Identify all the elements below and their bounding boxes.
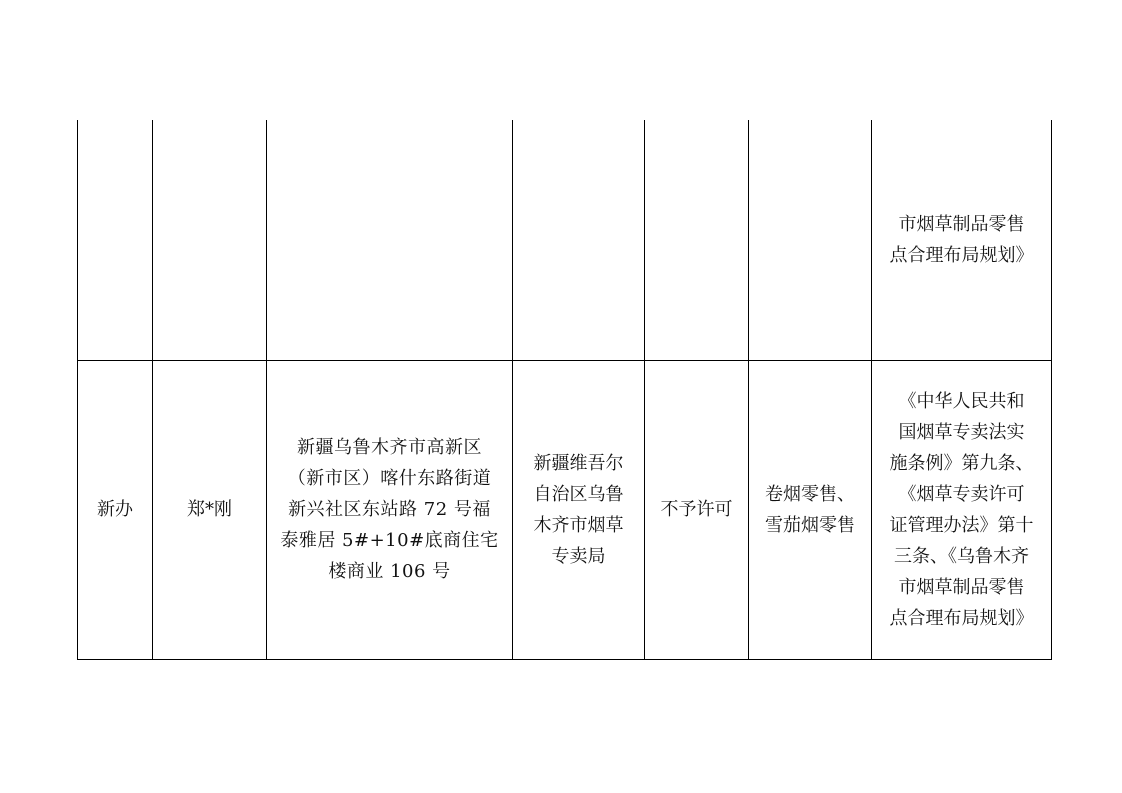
cell-decision: 不予许可 xyxy=(645,360,749,659)
basis-line: 施条例》第九条、 xyxy=(889,452,1034,474)
cell-address-continued xyxy=(267,120,513,360)
address-line: （新市区）喀什东路街道 xyxy=(287,468,492,489)
cell-address xyxy=(267,360,513,659)
basis-line: 《中华人民共和 xyxy=(898,390,1025,412)
scope-line: 卷烟零售、 xyxy=(765,483,855,505)
address-line: 泰雅居 5#+10#底商住宅 xyxy=(280,530,499,551)
cell-authority-continued xyxy=(513,120,645,360)
table-row xyxy=(78,360,1052,659)
basis-line: 证管理办法》第十 xyxy=(889,514,1034,536)
cell-name: 郑*刚 xyxy=(153,360,267,659)
address-line: 新疆乌鲁木齐市高新区 xyxy=(297,437,482,458)
authority-line: 专卖局 xyxy=(551,545,606,567)
cell-scope xyxy=(749,360,872,659)
cell-type-continued xyxy=(78,120,153,360)
basis-line: 市烟草制品零售 xyxy=(898,576,1025,598)
cell-scope-continued xyxy=(749,120,872,360)
license-decision-table xyxy=(77,120,1052,660)
basis-line: 三条、《乌鲁木齐 xyxy=(894,545,1029,567)
cell-type: 新办 xyxy=(78,360,153,659)
cell-name-continued xyxy=(153,120,267,360)
address-line: 新兴社区东站路 72 号福 xyxy=(288,499,491,520)
cell-decision-continued xyxy=(645,120,749,360)
basis-line: 市烟草制品零售 xyxy=(898,213,1025,235)
scope-line: 雪茄烟零售 xyxy=(765,514,855,536)
basis-line: 《烟草专卖许可 xyxy=(898,483,1025,505)
address-line: 楼商业 106 号 xyxy=(328,561,451,582)
authority-line: 自治区乌鲁 xyxy=(533,483,624,505)
authority-line: 木齐市烟草 xyxy=(533,514,624,536)
table-row-continued xyxy=(78,120,1052,360)
basis-line: 点合理布局规划》 xyxy=(889,244,1034,266)
cell-authority xyxy=(513,360,645,659)
basis-line: 国烟草专卖法实 xyxy=(898,421,1025,443)
cell-basis-continued xyxy=(872,120,1052,360)
basis-line: 点合理布局规划》 xyxy=(889,607,1034,629)
cell-basis xyxy=(872,360,1052,659)
authority-line: 新疆维吾尔 xyxy=(533,452,624,474)
